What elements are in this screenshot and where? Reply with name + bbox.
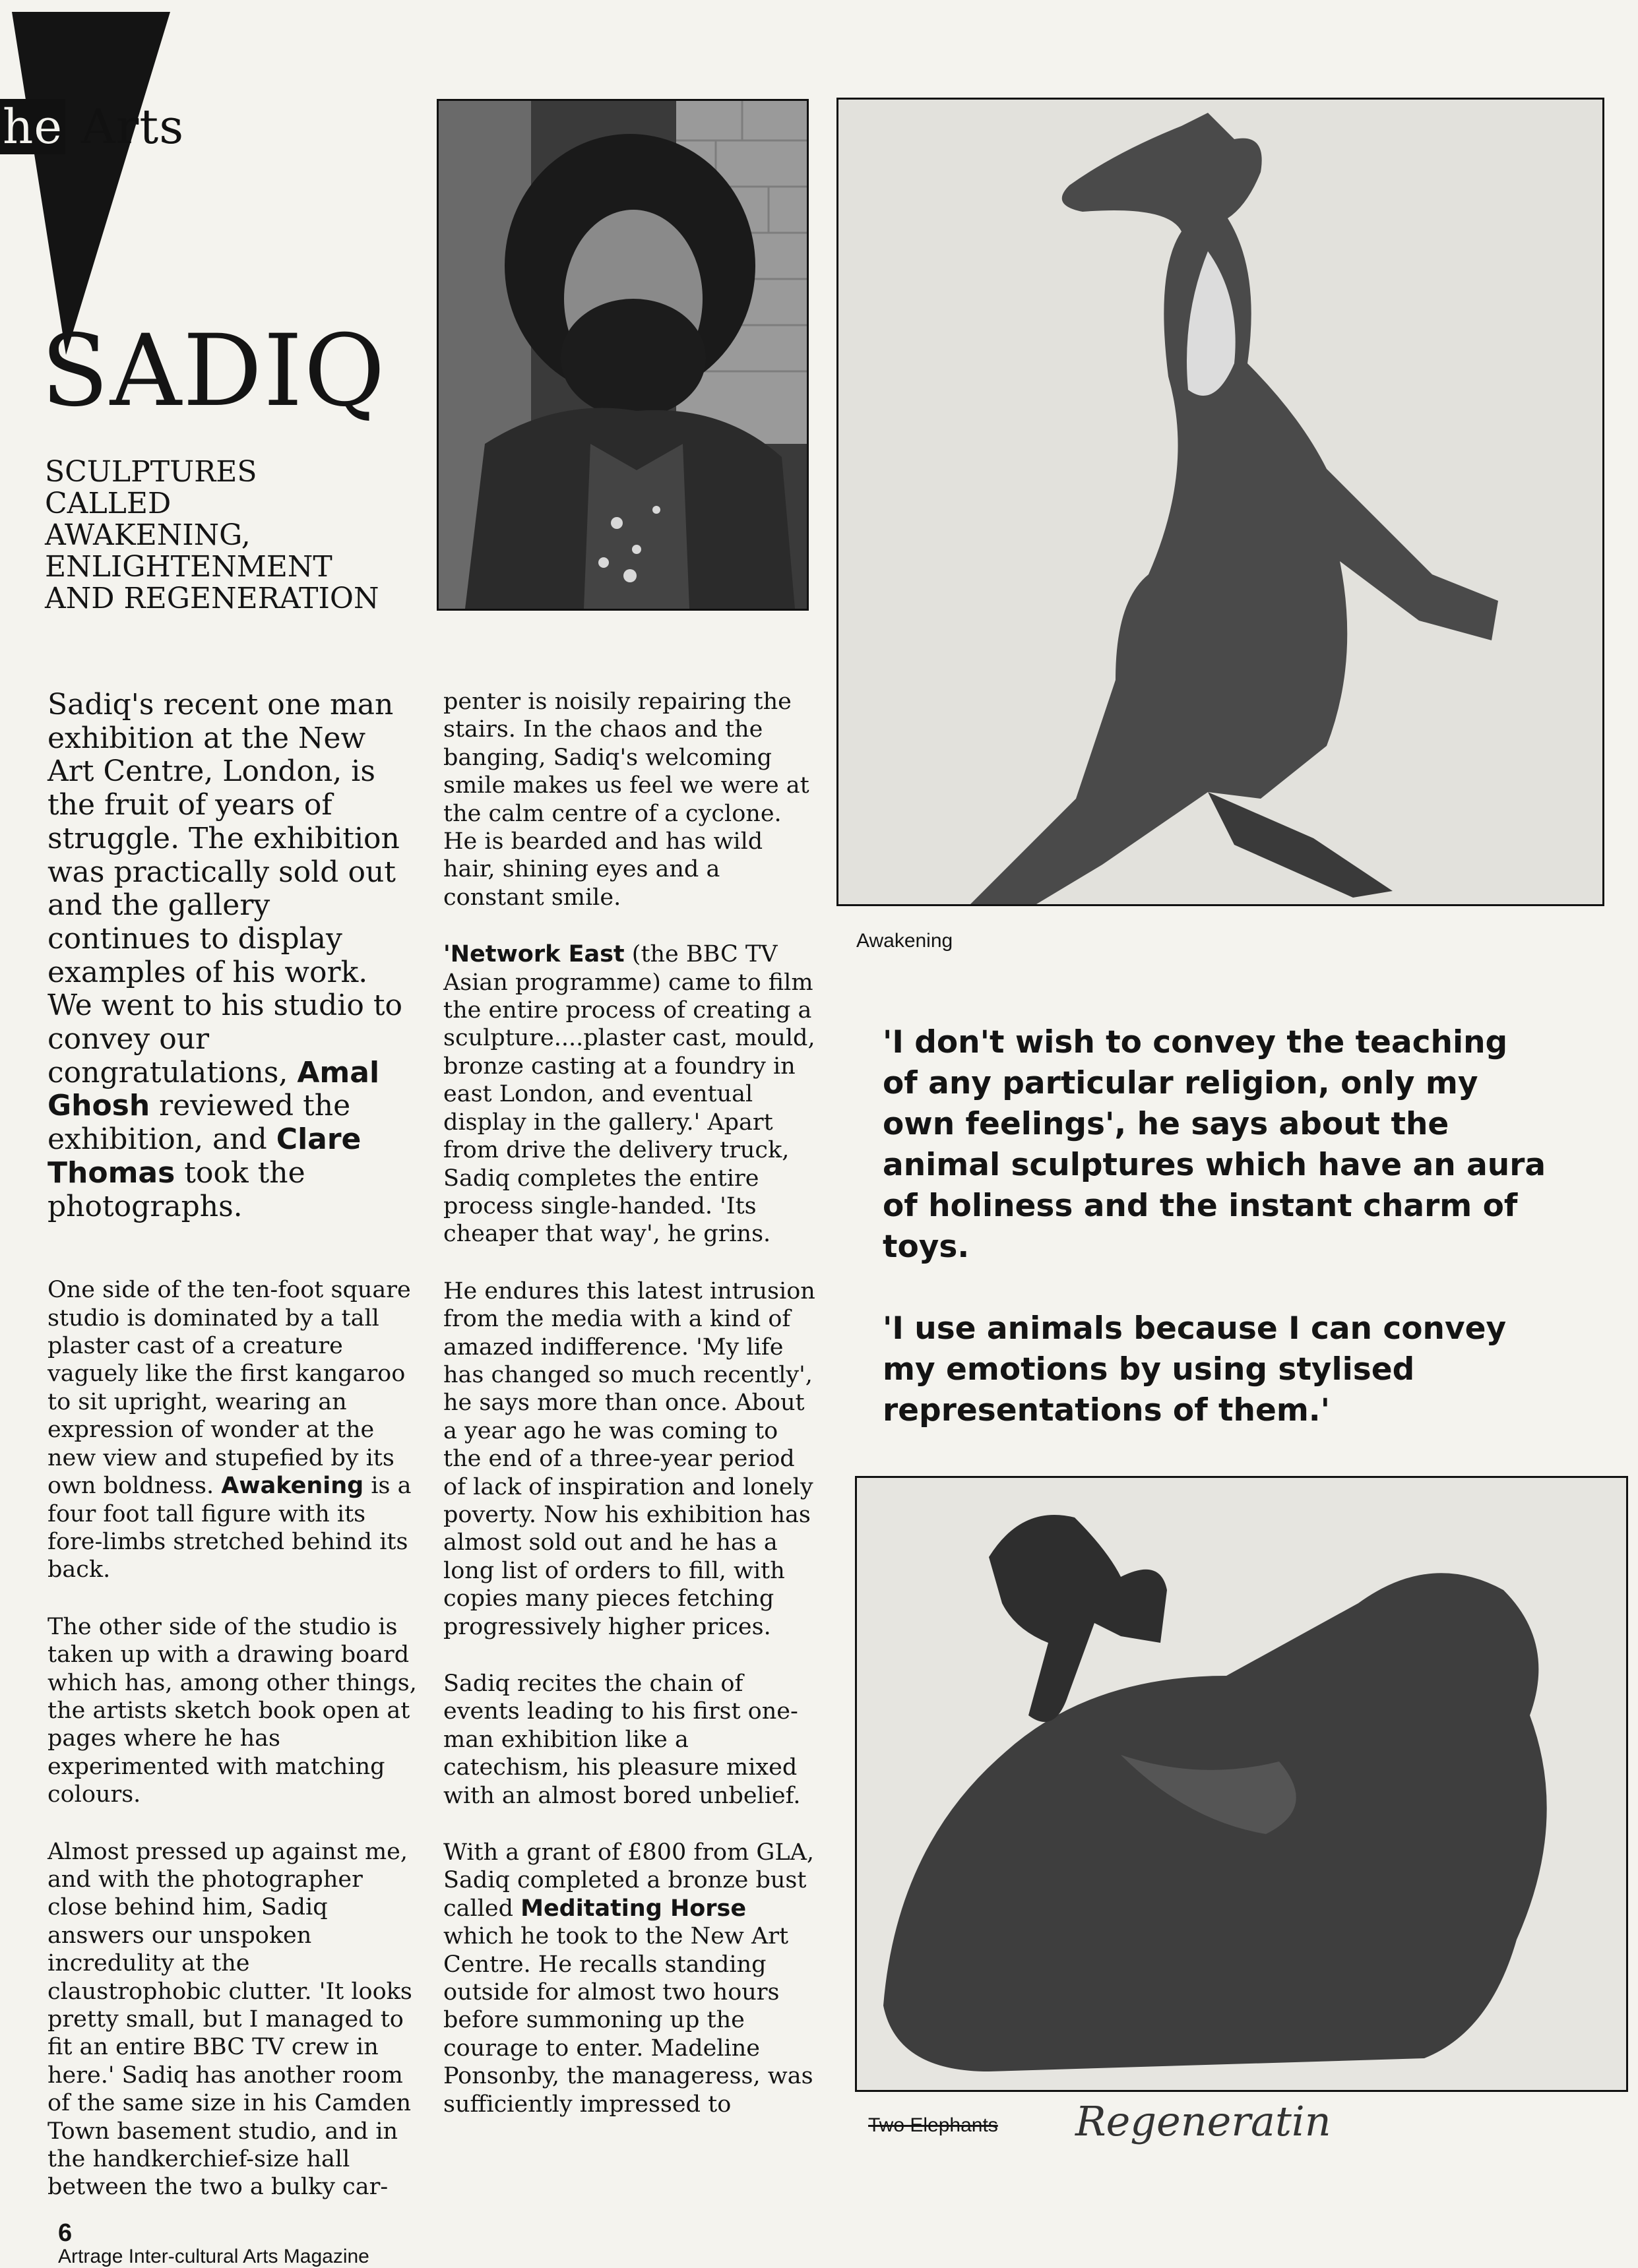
pull-quote-2: 'I use animals because I can convey my emotions by using stylised representations of them.' (883, 1310, 1507, 1428)
handwritten-caption: Regeneratin (1075, 2097, 1331, 2145)
body-paragraph: With a grant of £800 from GLA, Sadiq completed a bronze bust called Meditating Horse which he took to the New Art Centre. He recalls standing outside for almost two hours before summoning up the courage to enter. Madeline Ponsonby, the manageress, was sufficiently impressed to (443, 1839, 815, 2118)
body-paragraph: 'Network East (the BBC TV Asian programme) came to film the entire process of creating a sculpture....plaster cast, mould, bronze casting at a foundry in east London, and eventual display in the gallery.' Apart from drive the delivery truck, Sadiq completes the entire process single-handed. 'Its cheaper that way', he grins. (443, 941, 815, 1248)
deck-line: AND REGENERATION (45, 582, 379, 615)
body-paragraph: The other side of the studio is taken up with a drawing board which has, among other things, the artists sketch book open at pages where he has experimented with matching colours. (47, 1613, 417, 1808)
regeneration-sculpture-photo (855, 1476, 1628, 2092)
section-label-rest: Arts (65, 99, 185, 154)
body-paragraph: He endures this latest intrusion from the media with a kind of amazed indifference. 'My life has changed so much recently', he says more than once. About a year ago he was coming to the end of a three-year period of lack of inspiration and lonely poverty. Now his exhibition has almost sold out and he has a long list of orders to fill, with copies many pieces fetching progressively higher prices. (443, 1277, 815, 1640)
article-title: SADIQ (41, 314, 387, 429)
article-deck (45, 456, 379, 615)
section-label (0, 99, 184, 154)
body-paragraph: penter is noisily repairing the stairs. In the chaos and the banging, Sadiq's welcoming smile makes us feel we were at the calm centre of a cyclone. He is bearded and has wild hair, shining eyes and a constant smile. (443, 689, 809, 911)
column-2 (443, 688, 818, 2147)
page-number: 6 (58, 2219, 73, 2247)
pull-quote-1: 'I don't wish to convey the teaching of any particular religion, only my own feelings', he says about the animal sculptures which have an aura of holiness and the instant charm of toys. (883, 1024, 1546, 1265)
deck-line: AWAKENING, (45, 518, 251, 552)
deck-line: SCULPTURES (45, 455, 257, 489)
elephants-caption-struck: Two Elephants (868, 2114, 998, 2136)
pull-quote (883, 1022, 1549, 1472)
awakening-caption: Awakening (856, 930, 953, 952)
section-label-lead: he (0, 99, 65, 154)
body-paragraph: Almost pressed up against me, and with the photographer close behind him, Sadiq answers our unspoken incredulity at the claustrophobic clutter. 'It looks pretty small, but I managed to fit an entire BBC TV crew in here.' Sadiq has another room of the same size in his Camden Town basement studio, and in the handkerchief-size hall between the two a bulky car- (47, 1838, 412, 2201)
section-wedge-marker (12, 12, 170, 355)
portrait-photo (437, 99, 809, 611)
deck-line: ENLIGHTENMENT (45, 550, 332, 584)
magazine-name: Artrage Inter-cultural Arts Magazine (58, 2246, 369, 2267)
awakening-sculpture-photo (836, 98, 1604, 906)
body-paragraph: Sadiq recites the chain of events leading to his first one-man exhibition like a catechism, his pleasure mixed with an almost bored unbelief. (443, 1670, 801, 1809)
column-1 (47, 689, 420, 2230)
deck-line: CALLED (45, 487, 172, 520)
intro-paragraph: Sadiq's recent one man exhibition at the New Art Centre, London, is the fruit of years of struggle. The exhibition was practically sold out and the gallery continues to display examples of his work. We went to his studio to convey our congratulations, Amal Ghosh reviewed the exhibition, and Clare Thomas took the photographs. (47, 688, 402, 1223)
body-paragraph: One side of the ten-foot square studio is dominated by a tall plaster cast of a creature vaguely like the first kangaroo to sit upright, wearing an expression of wonder at the new view and stupefied by its own boldness. Awakening is a four foot tall figure with its fore-limbs stretched behind its back. (47, 1277, 412, 1583)
